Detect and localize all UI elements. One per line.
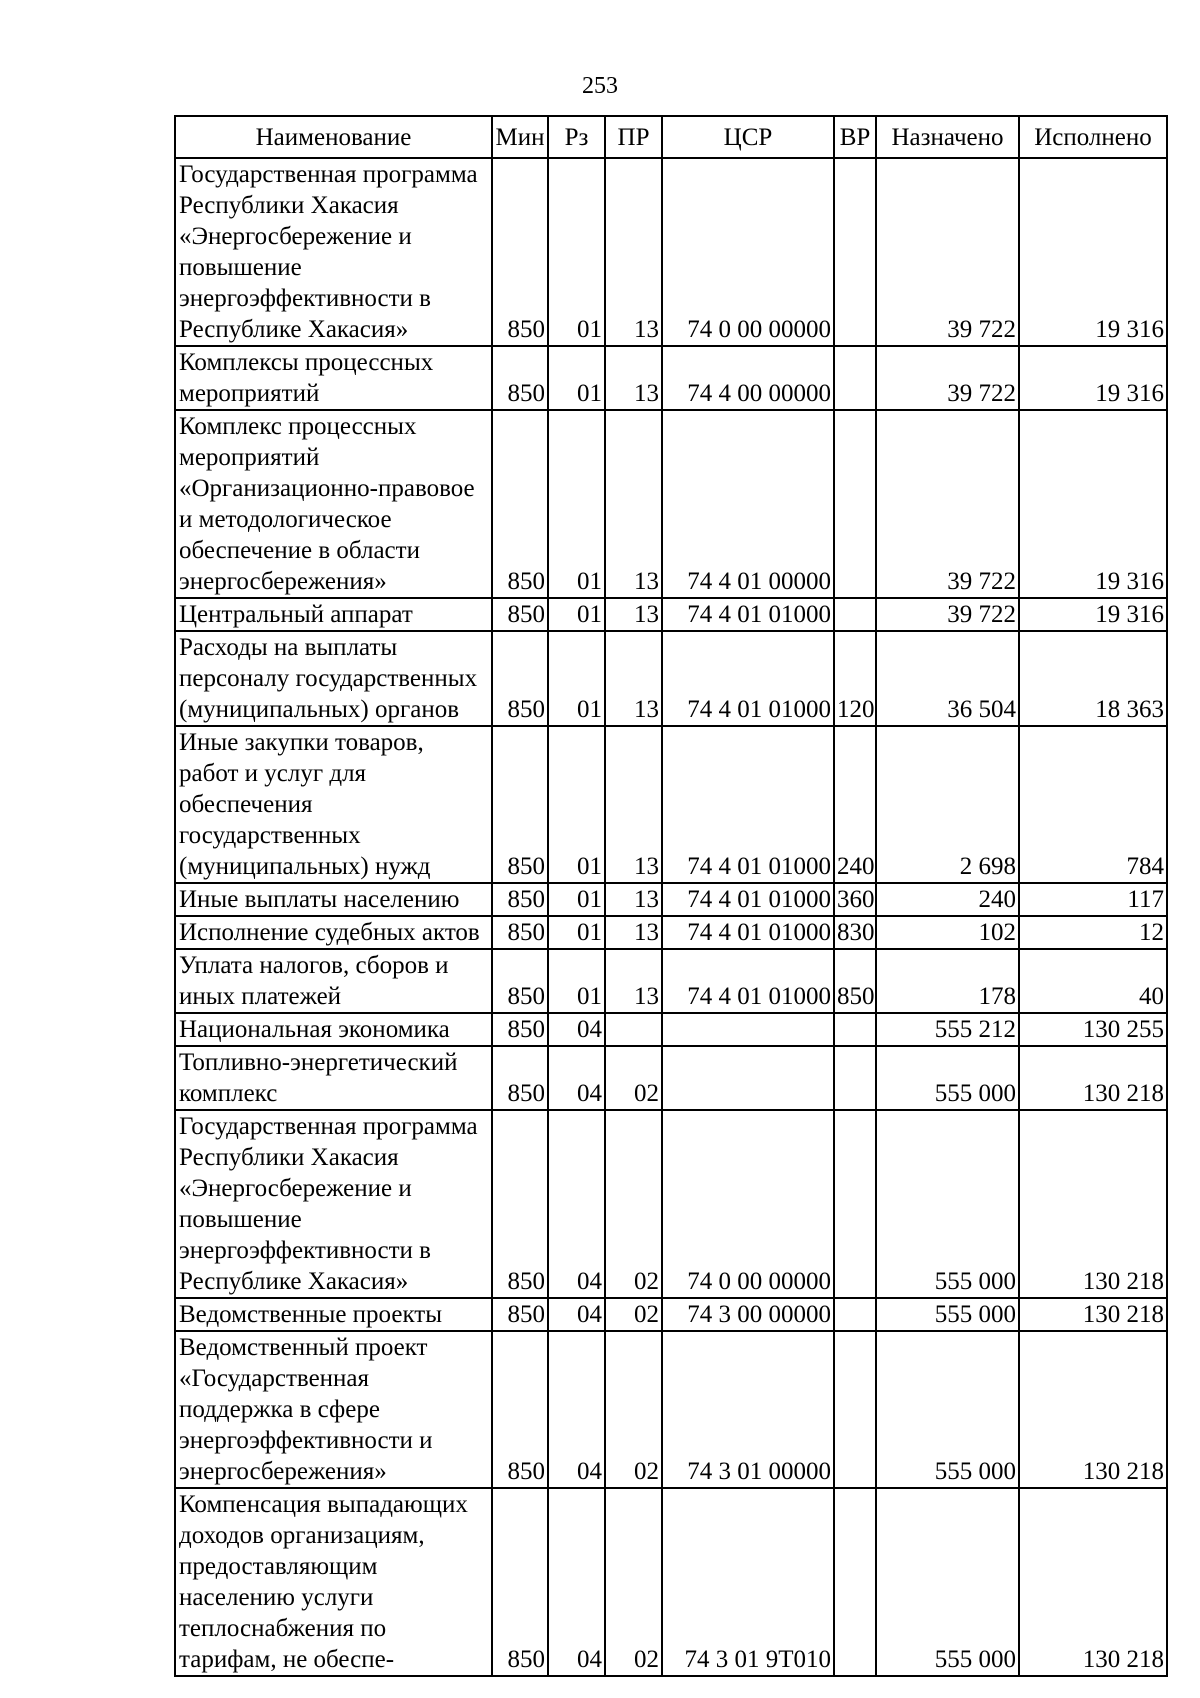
row-vr: [834, 1013, 876, 1046]
row-min: 850: [492, 1110, 548, 1298]
row-min: 850: [492, 1013, 548, 1046]
row-csr: 74 4 01 01000: [662, 916, 834, 949]
row-csr: 74 4 01 00000: [662, 410, 834, 598]
row-executed: 784: [1019, 726, 1167, 883]
row-vr: [834, 1331, 876, 1488]
row-assigned: 2 698: [876, 726, 1019, 883]
row-rz: 01: [548, 158, 605, 346]
row-min: 850: [492, 726, 548, 883]
row-vr: 830: [834, 916, 876, 949]
row-assigned: 555 212: [876, 1013, 1019, 1046]
row-name: Государственная программа Республики Хакасия «Энергосбережение и повышение энергоэффективности в Республике Хакасия»: [175, 158, 492, 346]
row-rz: 04: [548, 1298, 605, 1331]
table-row: [175, 916, 1167, 949]
table-row: [175, 1298, 1167, 1331]
row-assigned: 178: [876, 949, 1019, 1013]
row-assigned: 36 504: [876, 631, 1019, 726]
row-min: 850: [492, 631, 548, 726]
row-csr: [662, 1046, 834, 1110]
row-rz: 01: [548, 346, 605, 410]
row-pr: 13: [605, 346, 662, 410]
row-pr: [605, 1013, 662, 1046]
row-csr: 74 4 01 01000: [662, 949, 834, 1013]
row-min: 850: [492, 1488, 548, 1676]
header-vr: ВР: [834, 116, 876, 158]
row-csr: [662, 1013, 834, 1046]
row-vr: [834, 158, 876, 346]
row-executed: 18 363: [1019, 631, 1167, 726]
table-row: [175, 598, 1167, 631]
header-assigned: Назначено: [876, 116, 1019, 158]
row-rz: 01: [548, 598, 605, 631]
table-row: [175, 1046, 1167, 1110]
row-assigned: 555 000: [876, 1298, 1019, 1331]
row-vr: 120: [834, 631, 876, 726]
row-assigned: 555 000: [876, 1331, 1019, 1488]
row-executed: 40: [1019, 949, 1167, 1013]
header-rz: Рз: [548, 116, 605, 158]
row-csr: 74 4 01 01000: [662, 883, 834, 916]
table-row: [175, 1110, 1167, 1298]
row-csr: 74 4 01 01000: [662, 631, 834, 726]
row-executed: 130 218: [1019, 1046, 1167, 1110]
row-executed: 117: [1019, 883, 1167, 916]
row-rz: 04: [548, 1331, 605, 1488]
row-pr: 13: [605, 883, 662, 916]
row-rz: 04: [548, 1013, 605, 1046]
row-rz: 01: [548, 883, 605, 916]
row-min: 850: [492, 916, 548, 949]
row-executed: 19 316: [1019, 158, 1167, 346]
row-csr: 74 0 00 00000: [662, 158, 834, 346]
row-csr: 74 4 00 00000: [662, 346, 834, 410]
row-name: Ведомственные проекты: [175, 1298, 492, 1331]
row-min: 850: [492, 158, 548, 346]
row-executed: 12: [1019, 916, 1167, 949]
header-row: [175, 116, 1167, 158]
row-name: Центральный аппарат: [175, 598, 492, 631]
row-csr: 74 3 01 00000: [662, 1331, 834, 1488]
row-assigned: 102: [876, 916, 1019, 949]
row-rz: 01: [548, 726, 605, 883]
row-pr: 02: [605, 1488, 662, 1676]
row-csr: 74 0 00 00000: [662, 1110, 834, 1298]
header-csr: ЦСР: [662, 116, 834, 158]
row-executed: 19 316: [1019, 598, 1167, 631]
budget-table: [174, 115, 1168, 1677]
row-assigned: 39 722: [876, 598, 1019, 631]
row-vr: [834, 1046, 876, 1110]
row-vr: 360: [834, 883, 876, 916]
row-rz: 01: [548, 916, 605, 949]
row-pr: 02: [605, 1110, 662, 1298]
row-name: Топливно-энергетический комплекс: [175, 1046, 492, 1110]
header-min: Мин: [492, 116, 548, 158]
row-vr: [834, 1298, 876, 1331]
table-row: [175, 1013, 1167, 1046]
row-min: 850: [492, 346, 548, 410]
row-vr: [834, 346, 876, 410]
table-row: [175, 346, 1167, 410]
row-vr: 850: [834, 949, 876, 1013]
row-min: 850: [492, 598, 548, 631]
row-rz: 04: [548, 1488, 605, 1676]
row-name: Исполнение судебных актов: [175, 916, 492, 949]
row-pr: 13: [605, 631, 662, 726]
table-row: [175, 949, 1167, 1013]
row-vr: 240: [834, 726, 876, 883]
row-csr: 74 4 01 01000: [662, 726, 834, 883]
row-pr: 13: [605, 949, 662, 1013]
row-pr: 13: [605, 410, 662, 598]
row-name: Компенсация выпадающих доходов организациям, предоставляющим населению услуги теплоснабжения по тарифам, не обеспе-: [175, 1488, 492, 1676]
row-vr: [834, 1110, 876, 1298]
table-row: [175, 410, 1167, 598]
row-executed: 19 316: [1019, 346, 1167, 410]
row-pr: 13: [605, 726, 662, 883]
row-name: Национальная экономика: [175, 1013, 492, 1046]
header-name: Наименование: [175, 116, 492, 158]
row-name: Ведомственный проект «Государственная поддержка в сфере энергоэффективности и энергосбережения»: [175, 1331, 492, 1488]
row-executed: 130 218: [1019, 1331, 1167, 1488]
row-executed: 19 316: [1019, 410, 1167, 598]
row-min: 850: [492, 1298, 548, 1331]
row-assigned: 39 722: [876, 410, 1019, 598]
row-pr: 02: [605, 1046, 662, 1110]
row-rz: 01: [548, 410, 605, 598]
row-name: Иные выплаты населению: [175, 883, 492, 916]
row-name: Комплекс процессных мероприятий «Организационно-правовое и методологическое обеспечение в области энергосбережения»: [175, 410, 492, 598]
row-assigned: 240: [876, 883, 1019, 916]
row-min: 850: [492, 883, 548, 916]
row-csr: 74 3 00 00000: [662, 1298, 834, 1331]
row-pr: 13: [605, 158, 662, 346]
row-executed: 130 218: [1019, 1488, 1167, 1676]
row-pr: 02: [605, 1298, 662, 1331]
row-executed: 130 218: [1019, 1298, 1167, 1331]
row-executed: 130 255: [1019, 1013, 1167, 1046]
row-pr: 02: [605, 1331, 662, 1488]
row-vr: [834, 1488, 876, 1676]
row-assigned: 39 722: [876, 346, 1019, 410]
row-executed: 130 218: [1019, 1110, 1167, 1298]
row-rz: 04: [548, 1110, 605, 1298]
row-pr: 13: [605, 916, 662, 949]
row-name: Комплексы процессных мероприятий: [175, 346, 492, 410]
row-min: 850: [492, 1331, 548, 1488]
row-csr: 74 4 01 01000: [662, 598, 834, 631]
row-assigned: 555 000: [876, 1488, 1019, 1676]
row-min: 850: [492, 1046, 548, 1110]
row-min: 850: [492, 410, 548, 598]
row-assigned: 39 722: [876, 158, 1019, 346]
row-name: Государственная программа Республики Хакасия «Энергосбережение и повышение энергоэффективности в Республике Хакасия»: [175, 1110, 492, 1298]
row-rz: 01: [548, 631, 605, 726]
row-vr: [834, 598, 876, 631]
table-row: [175, 1331, 1167, 1488]
row-name: Иные закупки товаров, работ и услуг для обеспечения государственных (муниципальных) нужд: [175, 726, 492, 883]
row-assigned: 555 000: [876, 1046, 1019, 1110]
table-row: [175, 158, 1167, 346]
row-min: 850: [492, 949, 548, 1013]
row-csr: 74 3 01 9Т010: [662, 1488, 834, 1676]
table-row: [175, 631, 1167, 726]
page-number: 253: [582, 73, 618, 99]
row-pr: 13: [605, 598, 662, 631]
table-row: [175, 883, 1167, 916]
row-name: Расходы на выплаты персоналу государственных (муниципальных) органов: [175, 631, 492, 726]
row-rz: 01: [548, 949, 605, 1013]
table-row: [175, 1488, 1167, 1676]
row-rz: 04: [548, 1046, 605, 1110]
header-executed: Исполнено: [1019, 116, 1167, 158]
table-row: [175, 726, 1167, 883]
row-assigned: 555 000: [876, 1110, 1019, 1298]
header-pr: ПР: [605, 116, 662, 158]
row-vr: [834, 410, 876, 598]
row-name: Уплата налогов, сборов и иных платежей: [175, 949, 492, 1013]
